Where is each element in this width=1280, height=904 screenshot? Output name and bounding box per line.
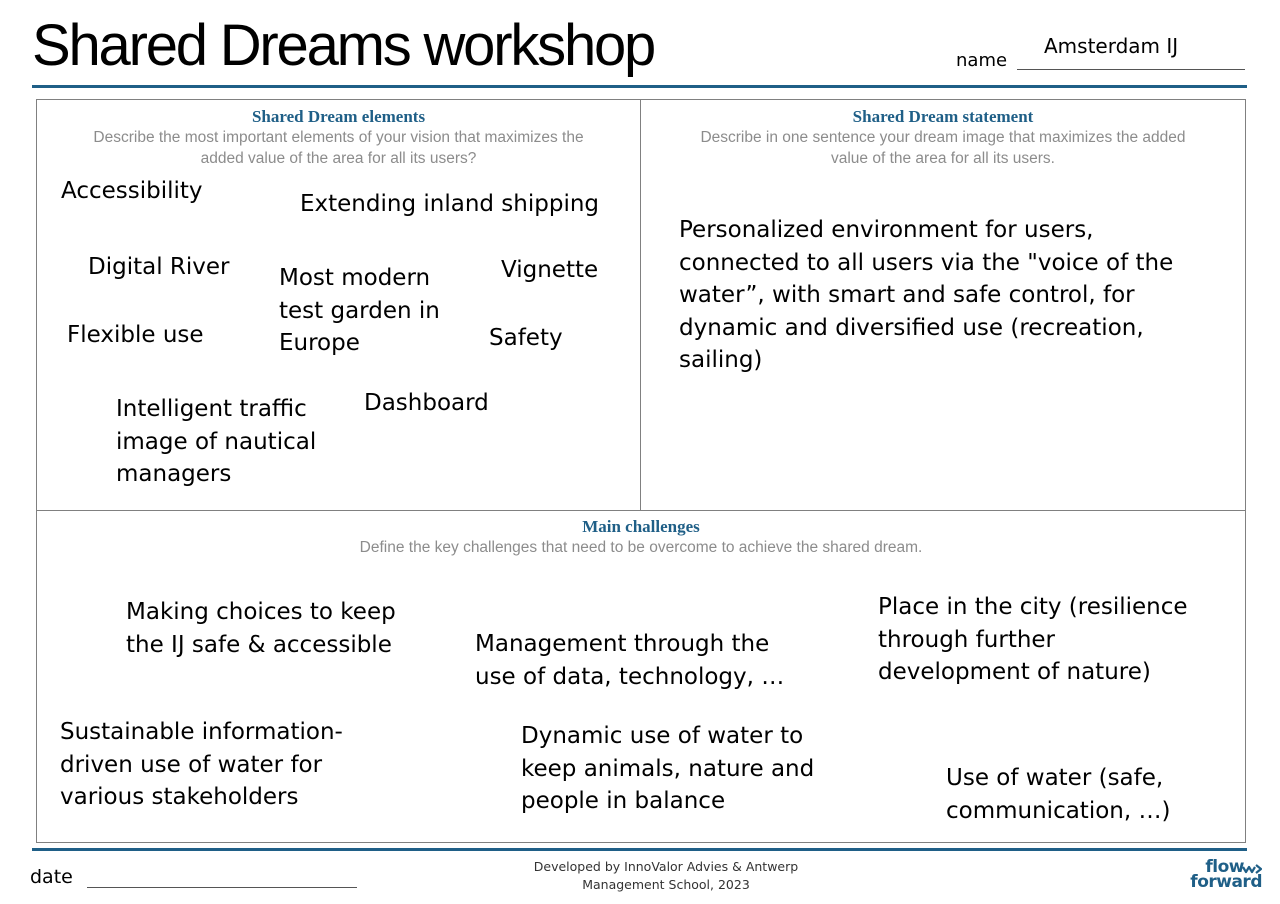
credit-text [510, 858, 822, 894]
element-note[interactable]: Flexible use [67, 322, 204, 348]
challenges-section-header [37, 517, 1245, 558]
challenge-note[interactable]: Sustainable information- driven use of water for various stakeholders [60, 719, 343, 810]
challenges-section-title: Main challenges [582, 517, 700, 536]
credit-line-2: Management School, 2023 [582, 877, 750, 892]
dream-statement[interactable]: Personalized environment for users, connected to all users via the "voice of the water”, with smart and safe control, for dynamic and diversified use (recreation, sailing) [679, 217, 1174, 373]
elements-section-description-1: Describe the most important elements of your vision that maximizes the [93, 129, 584, 146]
statement-section-description-2: value of the area for all its users. [830, 150, 1055, 167]
element-note[interactable]: Vignette [501, 257, 599, 283]
element-note[interactable]: Dashboard [364, 390, 489, 416]
logo-arrow-icon [1242, 863, 1262, 875]
page-title: Shared Dreams workshop [32, 13, 655, 78]
footer-divider [32, 848, 1247, 851]
element-note[interactable]: Most modern test garden in Europe [279, 265, 440, 356]
elements-section-description-2: added value of the area for all its users? [200, 150, 477, 167]
date-label: date [30, 866, 73, 888]
elements-section-header [37, 107, 640, 169]
name-label: name [956, 50, 1008, 71]
name-underline [1017, 69, 1245, 70]
challenges-section-description: Define the key challenges that need to be overcome to achieve the shared dream. [359, 539, 923, 556]
element-note[interactable]: Extending inland shipping [300, 191, 600, 217]
credit-line-1: Developed by InnoValor Advies & Antwerp [533, 859, 799, 874]
logo-line-1: flow [1205, 857, 1244, 877]
element-note[interactable]: Accessibility [61, 178, 203, 204]
statement-section-header [641, 107, 1245, 169]
horizontal-divider [36, 510, 1246, 511]
challenge-note[interactable]: Place in the city (resilience through further development of nature) [878, 594, 1188, 685]
flow-forward-logo [1176, 857, 1262, 894]
challenge-note[interactable]: Making choices to keep the IJ safe & accessible [126, 599, 396, 658]
statement-section-description-1: Describe in one sentence your dream image that maximizes the added [700, 129, 1186, 146]
elements-section-title: Shared Dream elements [251, 107, 426, 126]
date-field[interactable] [87, 887, 357, 888]
element-note[interactable]: Digital River [88, 254, 230, 280]
challenge-note[interactable]: Use of water (safe, communication, …) [946, 765, 1171, 824]
element-note[interactable]: Intelligent traffic image of nautical managers [116, 396, 317, 487]
statement-section-title: Shared Dream statement [852, 107, 1034, 126]
element-note[interactable]: Safety [489, 325, 563, 351]
header-divider [32, 85, 1247, 88]
challenge-note[interactable]: Management through the use of data, technology, … [475, 631, 785, 690]
name-field[interactable]: Amsterdam IJ [1044, 34, 1179, 58]
challenge-note[interactable]: Dynamic use of water to keep animals, nature and people in balance [521, 723, 815, 814]
logo-line-2: forward [1190, 872, 1262, 892]
